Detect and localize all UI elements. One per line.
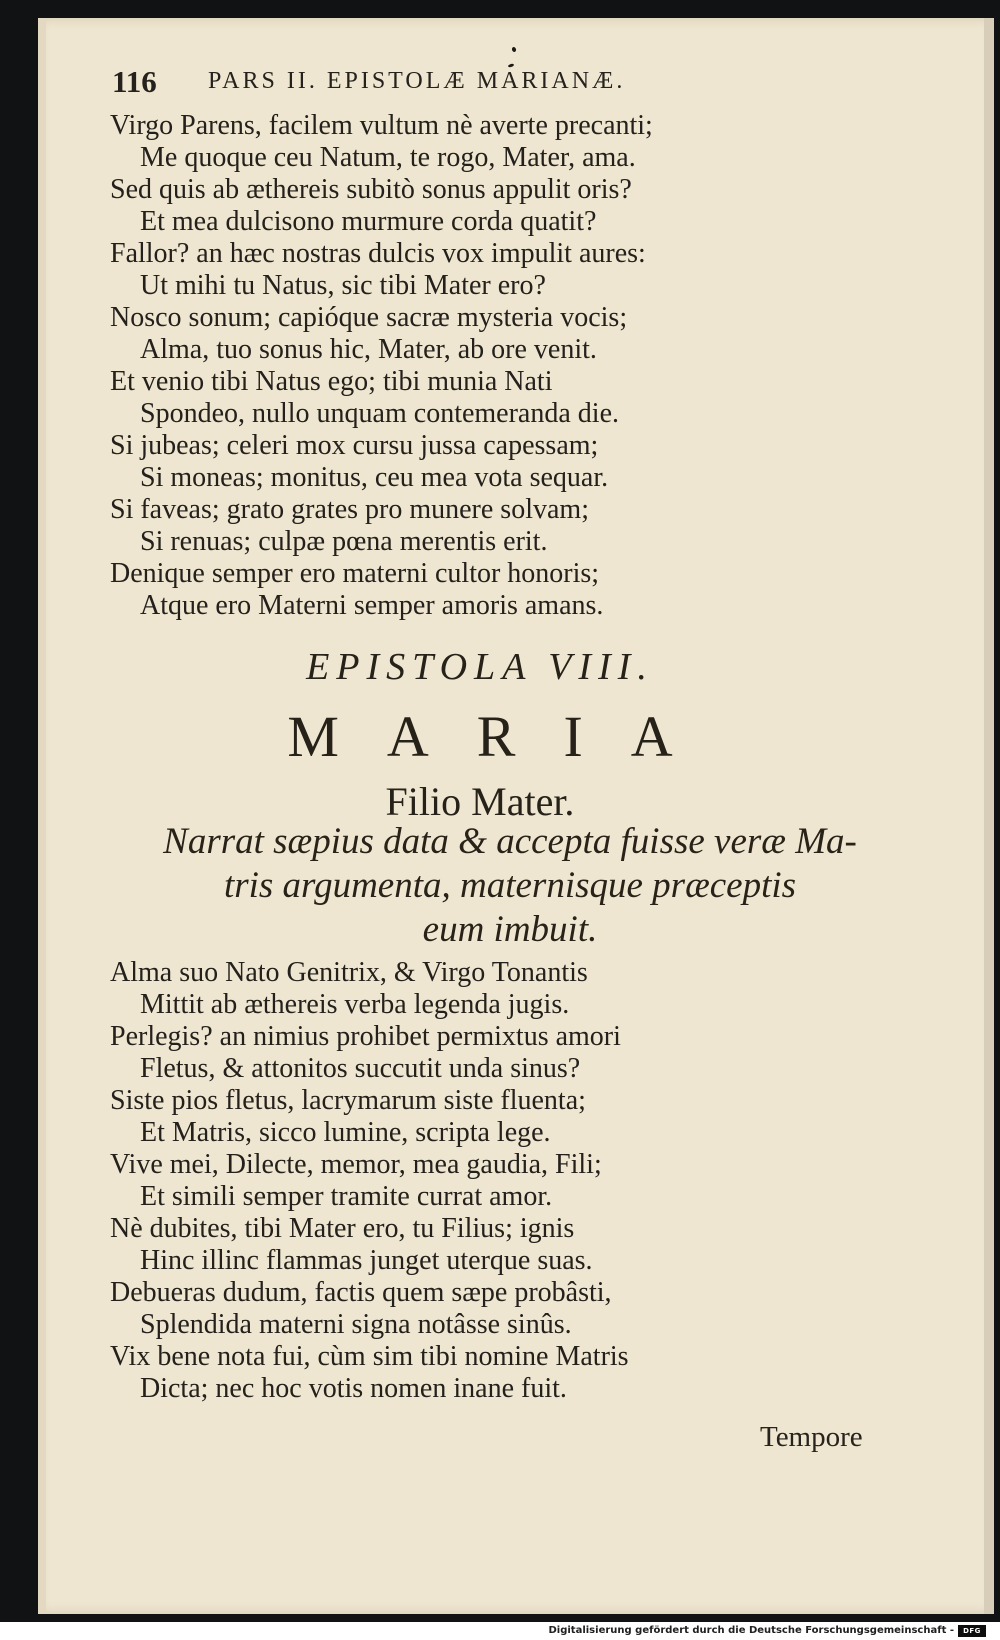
page-number: 116 <box>112 64 157 99</box>
verse-line: Et venio tibi Natus ego; tibi munia Nati <box>110 366 553 397</box>
epistle-number: EPISTOLA VIII. <box>306 646 654 688</box>
argument-line: eum imbuit. <box>422 909 598 950</box>
verse-line: Dicta; nec hoc votis nomen inane fuit. <box>140 1373 567 1404</box>
verse-line: Mittit ab æthereis verba legenda jugis. <box>140 989 570 1020</box>
verse-line: Et mea dulcisono murmure corda quatit? <box>140 206 597 237</box>
page-right-edge <box>984 18 994 1614</box>
footer-bar <box>0 1622 1000 1640</box>
running-title: PARS II. EPISTOLÆ MARIANÆ. <box>208 68 626 94</box>
verse-line: Debueras dudum, factis quem sæpe probâsti, <box>110 1277 612 1308</box>
verse-line: Atque ero Materni semper amoris amans. <box>140 590 604 621</box>
verse-line: Vive mei, Dilecte, memor, mea gaudia, Fili; <box>110 1149 602 1180</box>
ink-speck <box>511 47 516 53</box>
verse-line: Virgo Parens, facilem vultum nè averte precanti; <box>110 110 653 141</box>
verse-line: Et simili semper tramite currat amor. <box>140 1181 553 1212</box>
poem-second-section <box>110 957 870 1405</box>
verse-line: Et Matris, sicco lumine, scripta lege. <box>140 1117 551 1148</box>
verse-line: Sed quis ab æthereis subitò sonus appulit oris? <box>110 174 632 205</box>
verse-line: Perlegis? an nimius prohibet permixtus amori <box>110 1021 621 1052</box>
verse-line: Spondeo, nullo unquam contemeranda die. <box>140 398 619 429</box>
verse-line: Alma suo Nato Genitrix, & Virgo Tonantis <box>110 957 588 988</box>
verse-line: Denique semper ero materni cultor honoris; <box>110 558 600 589</box>
argument-line: tris argumenta, maternisque præceptis <box>223 865 797 906</box>
verse-line: Si jubeas; celeri mox cursu jussa capessam; <box>110 430 599 461</box>
verse-line: Nosco sonum; capióque sacræ mysteria vocis; <box>110 302 628 333</box>
page-left-edge <box>38 18 46 1614</box>
dfg-logo: DFG <box>958 1625 986 1637</box>
epistle-sender-name: MARIA <box>287 704 721 769</box>
verse-line: Si moneas; monitus, ceu mea vota sequar. <box>140 462 609 493</box>
verse-line: Si faveas; grato grates pro munere solvam; <box>110 494 589 525</box>
verse-line: Me quoque ceu Natum, te rogo, Mater, ama. <box>140 142 636 173</box>
verse-line: Fletus, & attonitos succutit unda sinus? <box>140 1053 581 1084</box>
page-header <box>112 64 872 108</box>
verse-line: Hinc illinc flammas junget uterque suas. <box>140 1245 593 1276</box>
epistle-heading <box>110 646 850 824</box>
epistle-argument <box>140 820 880 952</box>
verse-line: Vix bene nota fui, cùm sim tibi nomine Matris <box>110 1341 629 1372</box>
verse-line: Siste pios fletus, lacrymarum siste fluenta; <box>110 1085 586 1116</box>
funding-notice: Digitalisierung gefördert durch die Deutsche Forschungsgemeinschaft - <box>548 1625 954 1636</box>
argument-line: Narrat sæpius data & accepta fuisse veræ Ma- <box>163 821 857 862</box>
verse-line: Alma, tuo sonus hic, Mater, ab ore venit. <box>140 334 597 365</box>
poem-first-section <box>110 110 870 622</box>
verse-line: Fallor? an hæc nostras dulcis vox impulit aures: <box>110 238 646 269</box>
verse-line: Splendida materni signa notâsse sinûs. <box>140 1309 572 1340</box>
catchword: Tempore <box>760 1421 863 1453</box>
epistle-subtitle: Filio Mater. <box>385 779 575 824</box>
verse-line: Si renuas; culpæ pœna merentis erit. <box>140 526 548 557</box>
verse-line: Nè dubites, tibi Mater ero, tu Filius; ignis <box>110 1213 575 1244</box>
verse-line: Ut mihi tu Natus, sic tibi Mater ero? <box>140 270 546 301</box>
